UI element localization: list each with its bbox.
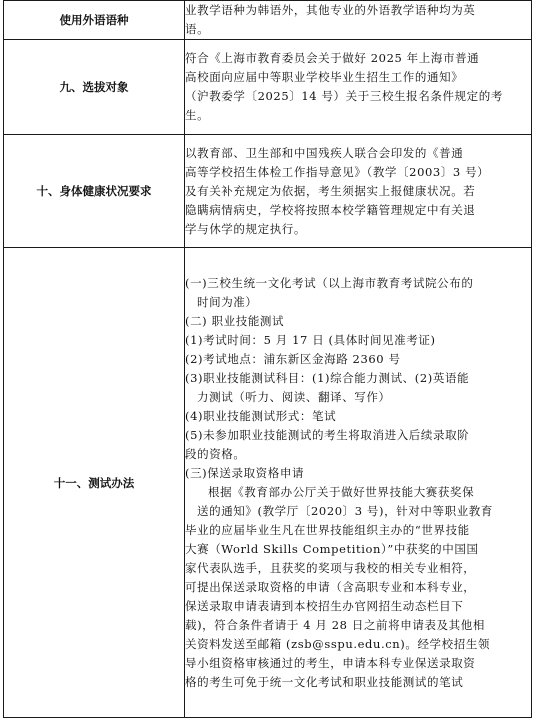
content-line: 学与休学的规定执行。 (185, 221, 306, 236)
content-line: 时间为准） (197, 294, 258, 309)
row-label-selection-target: 九、选拔对象 (4, 40, 185, 135)
content-line: (3)职业技能测试科目：(1)综合能力测试、(2)英语能 (185, 370, 470, 385)
content-line: 力测试（听力、阅读、翻译、写作） (197, 389, 391, 404)
table-row-selection-target (4, 40, 532, 135)
content-line: (2)考试地点：浦东新区金海路 2360 号 (185, 351, 401, 366)
content-line: 符合《上海市教育委员会关于做好 2025 年上海市普通 (185, 51, 480, 65)
content-line: 高等学校招生体检工作指导意见》（教学〔2003〕3 号） (185, 164, 490, 179)
row-content-selection-target (185, 40, 532, 135)
content-line: （沪教委学〔2025〕14 号）关于三校生报名条件规定的考 (185, 89, 503, 103)
content-line: (二) 职业技能测试 (185, 313, 285, 328)
content-line: 段的资格。 (185, 446, 246, 461)
content-line: 送的通知》(教学厅〔2020〕3 号)，针对中等职业教育 (197, 503, 494, 518)
content-line: 关资料发送至邮箱 (zsb@sspu.edu.cn)。经学校招生领 (185, 636, 491, 651)
content-line: (一)三校生统一文化考试（以上海市教育考试院公布的 (185, 275, 474, 290)
admission-info-table (3, 0, 532, 718)
content-line: (5)未参加职业技能测试的考生将取消进入后续录取阶 (185, 427, 470, 442)
content-line: 家代表队选手，且获奖的奖项与我校的相关专业相符， (185, 560, 476, 575)
row-label-test-method: 十一、测试办法 (4, 248, 185, 718)
content-line: 隐瞒病情病史，学校将按照本校学籍管理规定中有关退 (185, 202, 476, 217)
content-line: 导小组资格审核通过的考生，申请本科专业保送录取资 (185, 655, 476, 670)
table-row-language (4, 1, 532, 40)
table-row-test-method (4, 248, 532, 718)
row-label-health-requirement: 十、身体健康状况要求 (4, 135, 185, 248)
content-line: 格的考生可免于统一文化考试和职业技能测试的笔试 (185, 674, 464, 689)
content-line: 保送录取申请表请到本校招生办官网招生动态栏目下 (185, 598, 464, 613)
content-line: 业教学语种为韩语外，其他专业的外语教学语种均为英 (185, 3, 476, 17)
content-line: 可提出保送录取资格的申请（含高职专业和本科专业， (185, 579, 476, 594)
content-line: 载)，符合条件者请于 4 月 28 日之前将申请表及其他相 (185, 617, 485, 632)
content-line: 大赛（World Skills Competition）”中获奖的中国国 (185, 541, 479, 556)
content-line: 生。 (185, 108, 210, 122)
row-content-language (185, 1, 532, 40)
content-line: (1)考试时间：5 月 17 日 (具体时间见准考证) (185, 332, 436, 347)
content-line: 高校面向应届中等职业学校毕业生招生工作的通知》 (185, 70, 464, 84)
content-line: (4)职业技能测试形式：笔试 (185, 408, 337, 423)
content-line: 语。 (185, 22, 210, 36)
content-line: 及有关补充规定为依据，考生须据实上报健康状况。若 (185, 183, 476, 198)
content-line: 毕业的应届毕业生凡在世界技能组织主办的“世界技能 (185, 522, 470, 537)
content-line: (三)保送录取资格申请 (185, 465, 305, 480)
row-content-test-method (185, 248, 532, 718)
row-label-language: 使用外语语种 (4, 1, 185, 40)
content-line: 根据《教育部办公厅关于做好世界技能大赛获奖保 (208, 484, 475, 499)
table-row-health-requirement (4, 135, 532, 248)
content-line: 以教育部、卫生部和中国残疾人联合会印发的《普通 (185, 145, 464, 160)
row-content-health-requirement (185, 135, 532, 248)
